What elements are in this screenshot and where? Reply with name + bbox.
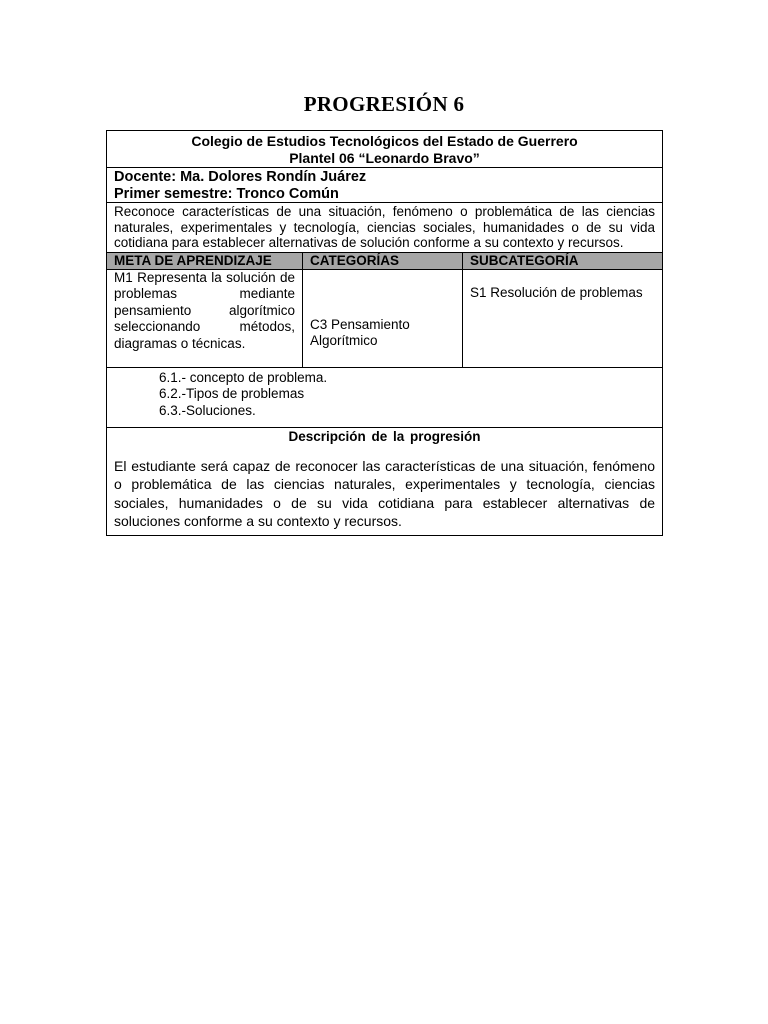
list-item: 6.1.- concepto de problema. bbox=[159, 369, 328, 385]
page-title: PROGRESIÓN 6 bbox=[303, 92, 465, 116]
description-cell bbox=[107, 427, 663, 535]
description-title: Descripción de la progresión bbox=[288, 428, 481, 444]
intro-cell bbox=[107, 203, 663, 253]
plantel-name: Plantel 06 “Leonardo Bravo” bbox=[289, 149, 480, 166]
meta-cell bbox=[107, 269, 303, 367]
table-row bbox=[107, 269, 663, 367]
teacher-cell bbox=[107, 168, 663, 203]
progression-table bbox=[106, 130, 663, 536]
description-text: El estudiante será capaz de reconocer las características de una situación, fenómeno o problemática de las ciencias naturales, experimentales y tecnología, ciencias sociales, humanidades o de su vida cotidiana para establecer alternativas de soluciones conforme a su contexto y recursos. bbox=[114, 457, 656, 529]
categoria-line-2: Algorítmico bbox=[310, 333, 378, 348]
categoria-line-1: C3 Pensamiento bbox=[310, 316, 410, 332]
list-item: 6.2.-Tipos de problemas bbox=[159, 386, 305, 401]
subcategoria-text: S1 Resolución de problemas bbox=[470, 284, 643, 300]
header-meta: META DE APRENDIZAJE bbox=[107, 252, 303, 269]
header-categorias: CATEGORÍAS bbox=[303, 252, 463, 269]
categoria-cell bbox=[303, 269, 463, 367]
topics-cell bbox=[107, 367, 663, 427]
intro-text: Reconoce características de una situación, fenómeno o problemática de las ciencias naturales, experimentales y tecnología, ciencias sociales, humanidades o de su vida cotidiana para establecer alternativas de solución conforme a su contexto y recursos. bbox=[114, 204, 656, 250]
list-item: 6.3.-Soluciones. bbox=[159, 402, 256, 418]
teacher-name: Docente: Ma. Dolores Rondín Juárez bbox=[114, 169, 367, 185]
subcategoria-cell bbox=[463, 269, 663, 367]
school-name: Colegio de Estudios Tecnológicos del Estado de Guerrero bbox=[191, 133, 578, 149]
table-header-row bbox=[107, 252, 663, 269]
header-subcategoria: SUBCATEGORÍA bbox=[463, 252, 663, 269]
meta-text: M1 Representa la solución de problemas mediante pensamiento algorítmico seleccionando métodos, diagramas o técnicas. bbox=[114, 269, 295, 351]
school-header-cell bbox=[107, 131, 663, 168]
semester-label: Primer semestre: Tronco Común bbox=[114, 185, 339, 202]
